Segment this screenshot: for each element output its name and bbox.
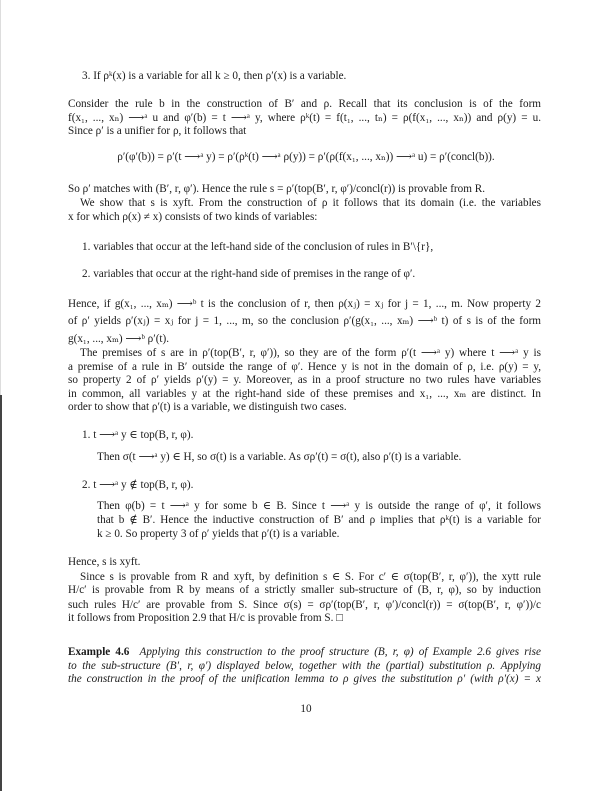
- paragraph-line: f(x₁, ..., xₙ) ⟶ᵃ u and φ′(b) = t ⟶ᵃ y, where ρᵏ(t) = f(t₁, ..., tₙ) = ρ(f(x₁, ..., xₙ)) and ρ(y) = u.: [68, 112, 541, 124]
- paragraph-line: H/c′ is provable from R by means of a strictly smaller sub-structure of (B, r, φ), so by induction: [68, 584, 541, 596]
- list-item: 2. variables that occur at the right-hand side of premises in the range of φ′.: [82, 268, 416, 280]
- case-2-body: Then φ(b) = t ⟶ᵃ y for some b ∈ B. Since t ⟶ᵃ y is outside the range of φ′, it follows: [97, 500, 541, 512]
- page-edge: [0, 0, 1, 395]
- page-edge: [0, 395, 2, 791]
- display-equation: ρ′(φ′(b)) = ρ′(t ⟶ᵃ y) = ρ′(ρᵏ(t) ⟶ᵃ ρ(y)) = ρ′(ρ(f(x₁, ..., xₙ)) ⟶ᵃ u) = ρ′(concl(b)).: [117, 151, 495, 163]
- paragraph-line: We show that s is xyft. From the construction of ρ it follows that its domain (i.e. the variables: [80, 197, 541, 209]
- paragraph-line: Since s is provable from R and xyft, by definition s ∈ S. For c′ ∈ σ(top(B′, r, φ′)), the xytt rule: [80, 571, 541, 583]
- paragraph-line: The premises of s are in ρ′(top(B′, r, φ′)), so they are of the form ρ′(t ⟶ᵃ y) where t ⟶ᵃ y is: [80, 347, 541, 359]
- example-text: Applying this construction to the proof structure (B, r, φ) of Example 2.6 gives rise: [139, 646, 541, 658]
- paragraph-line: Consider the rule b in the construction of B′ and ρ. Recall that its conclusion is of the form: [68, 98, 541, 110]
- paragraph-line: a premise of a rule in B′ outside the range of φ′. Hence y is not in the domain of ρ, i.e. ρ(y) = y,: [68, 361, 541, 373]
- paragraph-line: Since ρ′ is a unifier for ρ, it follows that: [68, 125, 247, 137]
- case-2-heading: 2. t ⟶ᵃ y ∉ top(B, r, φ).: [82, 479, 194, 491]
- paragraph-line: such rules H/c′ are provable from S. Since σ(s) = σρ′(top(B′, r, φ′)/concl(r)) = σ(top(B′, r, φ′))/c: [68, 599, 541, 611]
- example-label: Example 4.6: [68, 646, 130, 658]
- case-2-body: k ≥ 0. So property 3 of ρ′ yields that ρ′(t) is a variable.: [97, 528, 340, 540]
- paragraph-line: it follows from Proposition 2.9 that H/c is provable from S. □: [68, 612, 343, 624]
- property-3: 3. If ρᵏ(x) is a variable for all k ≥ 0, then ρ′(x) is a variable.: [82, 70, 347, 82]
- example-line: to the sub-structure (B′, r, φ′) displayed below, together with the (partial) substitution ρ. Applying: [68, 660, 541, 672]
- page-number: 10: [300, 703, 312, 715]
- case-2-body: that b ∉ B′. Hence the inductive construction of B′ and ρ implies that ρᵏ(t) is a variable for: [97, 514, 541, 526]
- paragraph-line: Hence, s is xyft.: [68, 556, 141, 568]
- example-line: the construction in the proof of the unification lemma to ρ gives the substitution ρ′ (with ρ′(x) = x: [68, 673, 541, 685]
- example-line: [68, 645, 541, 659]
- paragraph-line: g(x₁, ..., xₘ) ⟶ᵇ ρ′(t).: [68, 333, 170, 345]
- list-item: 1. variables that occur at the left-hand side of the conclusion of rules in B′\{r},: [82, 241, 434, 253]
- paragraph-line: Hence, if g(x₁, ..., xₘ) ⟶ᵇ t is the conclusion of r, then ρ(xⱼ) = xⱼ for j = 1, ..., m. Now property 2: [68, 298, 541, 310]
- paragraph-line: so property 2 of ρ′ yields ρ′(y) = y. Moreover, as in a proof structure no two rules have variables: [68, 374, 541, 386]
- case-1-body: Then σ(t ⟶ᵃ y) ∈ H, so σ(t) is a variable. As σρ′(t) = σ(t), also ρ′(t) is a variable.: [97, 451, 462, 463]
- paragraph-line: x for which ρ(x) ≠ x) consists of two kinds of variables:: [68, 211, 318, 223]
- paragraph-line: order to show that ρ′(t) is a variable, we distinguish two cases.: [68, 401, 347, 413]
- paragraph-line: of ρ′ yields ρ′(xⱼ) = xⱼ for j = 1, ..., m, so the conclusion ρ′(g(x₁, ..., xₘ) ⟶ᵇ t) of s is of the form: [68, 315, 541, 327]
- case-1-heading: 1. t ⟶ᵃ y ∈ top(B, r, φ).: [82, 429, 194, 441]
- paragraph-line: in common, all variables y at the right-hand side of these premises and x₁, ..., xₘ are distinct. In: [68, 388, 541, 400]
- paragraph-line: So ρ′ matches with (B′, r, φ′). Hence the rule s = ρ′(top(B′, r, φ′)/concl(r)) is provable from R.: [68, 183, 485, 195]
